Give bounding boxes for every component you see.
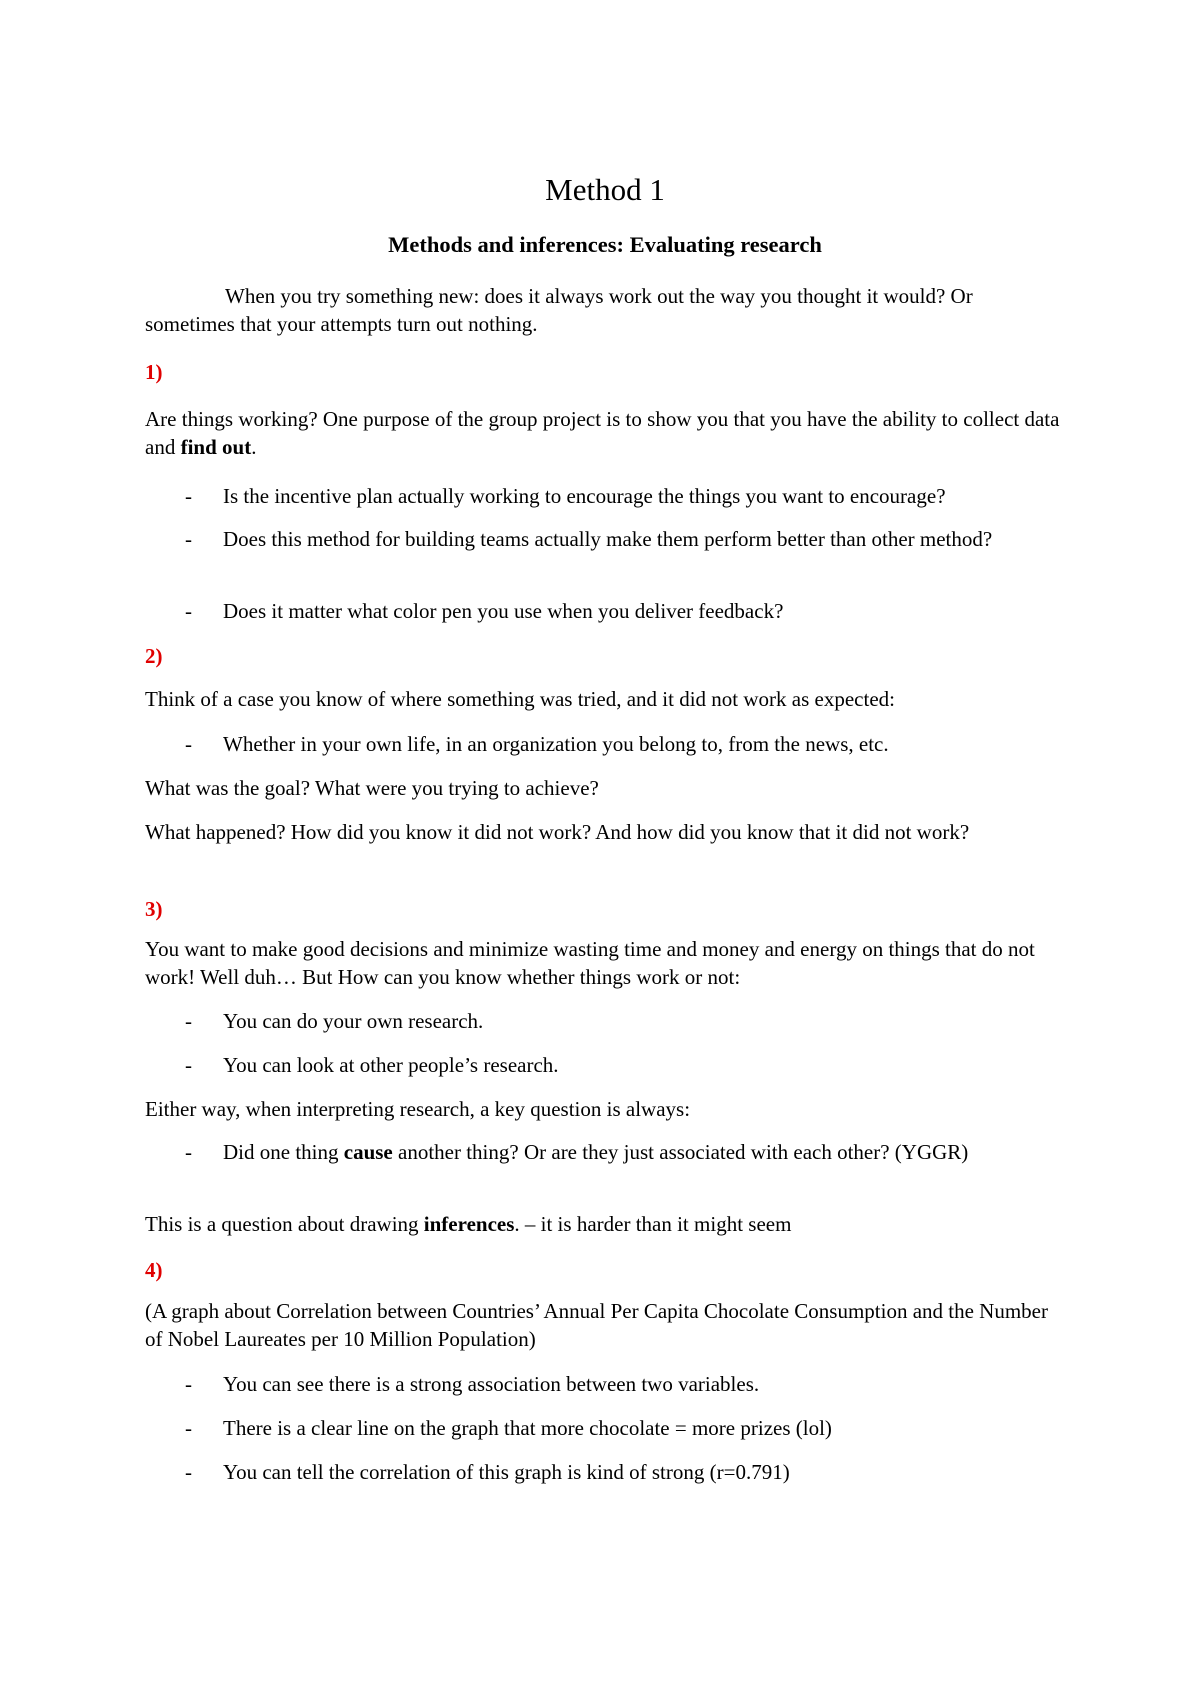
section-1-text-a: Are things working? One purpose of the group project is to show you that you have the ability to collect data and (145, 407, 1060, 459)
list-item-text: Is the incentive plan actually working to encourage the things you want to encourage? (223, 484, 946, 508)
closing-text-c: . – it is harder than it might seem (514, 1212, 792, 1236)
section-3-paragraph: You want to make good decisions and minimize wasting time and money and energy on things that do not work! Well duh… But How can you know whether things work or not: (145, 937, 1035, 989)
list-item-text: You can see there is a strong association between two variables. (223, 1372, 760, 1396)
section-2-paragraph: Think of a case you know of where something was tried, and it did not work as expected: (145, 687, 895, 711)
closing-text-a: This is a question about drawing (145, 1212, 424, 1236)
list-item (185, 1370, 1065, 1398)
section-3-closing (145, 1210, 1065, 1238)
list-item-text (223, 1138, 1065, 1166)
section-1-text-bold: find out (180, 435, 252, 459)
page-title: Method 1 (545, 172, 665, 207)
cause-text-bold: cause (343, 1140, 393, 1164)
list-item (185, 1007, 1065, 1035)
list-item-text: You can do your own research. (223, 1009, 484, 1033)
list-item (185, 730, 1065, 758)
intro-paragraph: When you try something new: does it always work out the way you thought it would? Or sometimes that your attempts turn out nothing. (145, 284, 973, 336)
dash-icon: - (185, 1053, 192, 1077)
closing-text-bold: inferences (423, 1212, 515, 1236)
section-4-paragraph: (A graph about Correlation between Countries’ Annual Per Capita Chocolate Consumption and the Number of Nobel Laureates per 10 Million Population) (145, 1299, 1048, 1351)
list-item (185, 1138, 1065, 1166)
page-subtitle: Methods and inferences: Evaluating research (388, 232, 822, 257)
list-item-text: There is a clear line on the graph that more chocolate = more prizes (lol) (223, 1416, 832, 1440)
dash-icon: - (185, 732, 192, 756)
dash-icon: - (185, 484, 192, 508)
cause-text-c: another thing? Or are they just associated with each other? (YGGR) (392, 1140, 969, 1164)
section-2-outcome: What happened? How did you know it did not work? And how did you know that it did not work? (145, 820, 970, 844)
section-number-1: 1) (145, 360, 163, 384)
section-1-paragraph (145, 405, 1065, 461)
list-item (185, 1414, 1065, 1442)
dash-icon: - (185, 527, 192, 551)
dash-icon: - (185, 599, 192, 623)
cause-text-a: Did one thing (223, 1140, 344, 1164)
section-number-2: 2) (145, 644, 163, 668)
dash-icon: - (185, 1372, 192, 1396)
list-item (185, 525, 1065, 553)
list-item-text: Whether in your own life, in an organization you belong to, from the news, etc. (223, 732, 889, 756)
list-item (185, 1051, 1065, 1079)
list-item-text: You can tell the correlation of this graph is kind of strong (r=0.791) (223, 1460, 790, 1484)
dash-icon: - (185, 1140, 192, 1164)
section-1-text-c: . (251, 435, 257, 459)
list-item-text: You can look at other people’s research. (223, 1053, 559, 1077)
list-item-text: Does this method for building teams actually make them perform better than other method? (223, 527, 993, 551)
section-number-3: 3) (145, 897, 163, 921)
list-item (185, 482, 1065, 510)
dash-icon: - (185, 1009, 192, 1033)
list-item-text: Does it matter what color pen you use when you deliver feedback? (223, 599, 784, 623)
list-item (185, 1458, 1065, 1486)
list-item (185, 597, 1065, 625)
section-number-4: 4) (145, 1258, 163, 1282)
dash-icon: - (185, 1460, 192, 1484)
section-2-goal: What was the goal? What were you trying to achieve? (145, 776, 599, 800)
dash-icon: - (185, 1416, 192, 1440)
section-3-question-intro: Either way, when interpreting research, a key question is always: (145, 1097, 691, 1121)
